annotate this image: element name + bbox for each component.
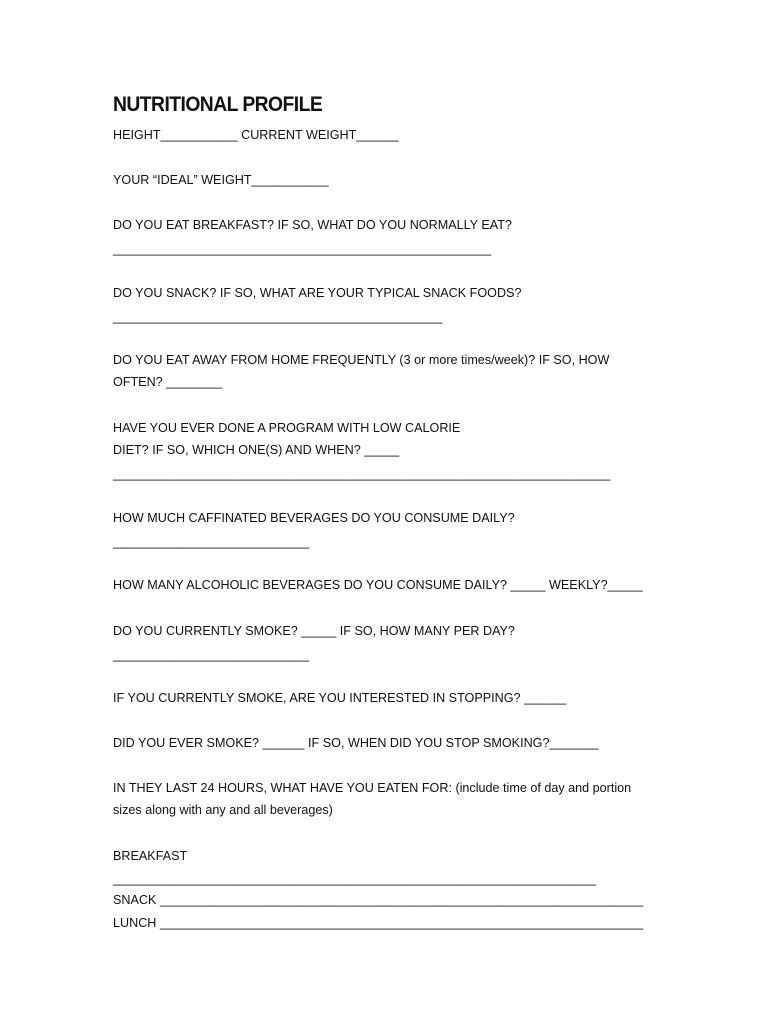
document-title: NUTRITIONAL PROFILE [113, 93, 323, 116]
eat-away-question: DO YOU EAT AWAY FROM HOME FREQUENTLY (3 or more times/week)? IF SO, HOW [113, 353, 610, 367]
low-calorie-question: HAVE YOU EVER DONE A PROGRAM WITH LOW CALORIE [113, 421, 461, 435]
caffeine-answer-line: ____________________________ [113, 535, 310, 549]
eat-away-question-cont: OFTEN? ________ [113, 375, 223, 389]
stop-smoking-question: IF YOU CURRENTLY SMOKE, ARE YOU INTERESTED IN STOPPING? ______ [113, 691, 567, 705]
low-calorie-answer-line: _______________________________________________________________________ [113, 467, 611, 481]
ever-smoke-question: DID YOU EVER SMOKE? ______ IF SO, WHEN DID YOU STOP SMOKING?_______ [113, 736, 599, 750]
snack-answer-line: _______________________________________________ [113, 310, 443, 324]
breakfast-log-line: _____________________________________________________________________ [113, 872, 597, 886]
smoke-answer-line: ____________________________ [113, 648, 310, 662]
ideal-weight-line: YOUR “IDEAL” WEIGHT___________ [113, 173, 329, 187]
breakfast-question: DO YOU EAT BREAKFAST? IF SO, WHAT DO YOU NORMALLY EAT? [113, 218, 512, 232]
breakfast-answer-line: ______________________________________________________ [113, 242, 492, 256]
smoke-question: DO YOU CURRENTLY SMOKE? _____ IF SO, HOW MANY PER DAY? [113, 624, 515, 638]
height-weight-line: HEIGHT___________ CURRENT WEIGHT______ [113, 128, 399, 142]
last-24-hours-question-cont: sizes along with any and all beverages) [113, 803, 333, 817]
low-calorie-question-cont: DIET? IF SO, WHICH ONE(S) AND WHEN? _____ [113, 443, 400, 457]
alcohol-question: HOW MANY ALCOHOLIC BEVERAGES DO YOU CONSUME DAILY? _____ WEEKLY?_____ [113, 578, 643, 592]
lunch-log-line: LUNCH _____________________________________________________________________ [113, 916, 644, 930]
snack-question: DO YOU SNACK? IF SO, WHAT ARE YOUR TYPICAL SNACK FOODS? [113, 286, 522, 300]
last-24-hours-question: IN THEY LAST 24 HOURS, WHAT HAVE YOU EATEN FOR: (include time of day and portion [113, 781, 632, 795]
snack-log-line: SNACK _____________________________________________________________________ [113, 893, 644, 907]
breakfast-label: BREAKFAST [113, 849, 188, 863]
caffeine-question: HOW MUCH CAFFINATED BEVERAGES DO YOU CONSUME DAILY? [113, 511, 515, 525]
